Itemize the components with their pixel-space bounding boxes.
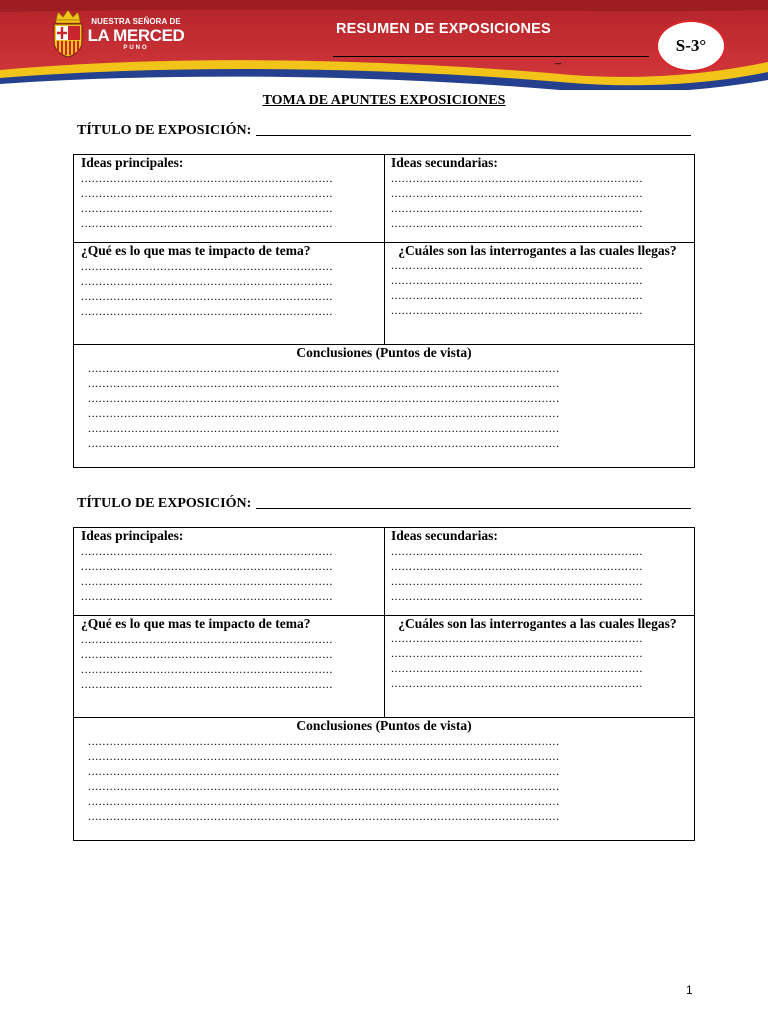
dotted-line: ......................................................................: [391, 544, 643, 558]
dotted-line: ......................................................................: [81, 289, 333, 303]
ideas-principales-cell[interactable]: [74, 155, 385, 242]
dotted-line: ......................................................................: [81, 559, 333, 573]
page-title: TOMA DE APUNTES EXPOSICIONES: [262, 93, 506, 108]
dotted-line: ......................................................................: [81, 632, 333, 646]
notes-table: [73, 527, 695, 841]
dotted-line: ......................................................................: [391, 574, 643, 588]
dotted-line: ...................................................................................................................................: [88, 391, 560, 405]
interrogantes-cell[interactable]: [385, 243, 694, 344]
ideas-row: [74, 155, 694, 243]
exposition-title-field[interactable]: [77, 496, 697, 512]
dotted-line: ......................................................................: [81, 589, 333, 603]
dotted-line: ......................................................................: [81, 186, 333, 200]
dotted-line: ......................................................................: [81, 216, 333, 230]
impacto-cell[interactable]: [74, 616, 385, 717]
conclusiones-cell[interactable]: [74, 718, 694, 840]
school-name-line2: LA MERCED: [87, 26, 185, 45]
dotted-line: ......................................................................: [81, 259, 333, 273]
ideas-principales-label: Ideas principales:: [81, 155, 184, 170]
dotted-line: ...................................................................................................................................: [88, 794, 560, 808]
ideas-secundarias-cell[interactable]: [385, 155, 694, 242]
interrogantes-label: ¿Cuáles son las interrogantes a las cuales llegas?: [398, 243, 677, 258]
dotted-line: ...................................................................................................................................: [88, 779, 560, 793]
exposition-title-blank[interactable]: [256, 508, 691, 509]
dotted-line: ......................................................................: [391, 171, 643, 185]
dotted-line: ......................................................................: [391, 258, 643, 272]
dotted-line: ...................................................................................................................................: [88, 436, 560, 450]
subtitle-dash: _: [555, 53, 562, 65]
ideas-principales-cell[interactable]: [74, 528, 385, 615]
dotted-line: ......................................................................: [81, 647, 333, 661]
dotted-line: ...................................................................................................................................: [88, 361, 560, 375]
ideas-secundarias-label: Ideas secundarias:: [391, 155, 498, 170]
dotted-line: ......................................................................: [391, 186, 643, 200]
interrogantes-cell[interactable]: [385, 616, 694, 717]
dotted-line: ......................................................................: [391, 631, 643, 645]
dotted-line: ......................................................................: [391, 216, 643, 230]
subtitle-line: [333, 56, 649, 57]
dotted-line: ......................................................................: [81, 677, 333, 691]
dotted-line: ......................................................................: [81, 544, 333, 558]
school-name-line1: NUESTRA SEÑORA DE: [91, 17, 181, 26]
conclusiones-label: Conclusiones (Puntos de vista): [296, 345, 472, 360]
impacto-cell[interactable]: [74, 243, 385, 344]
dotted-line: ......................................................................: [391, 676, 643, 690]
exposition-title-label: TÍTULO DE EXPOSICIÓN:: [77, 123, 252, 138]
page-number: 1: [686, 983, 693, 997]
dotted-line: ...................................................................................................................................: [88, 734, 560, 748]
reflection-row: [74, 243, 694, 345]
dotted-line: ......................................................................: [391, 273, 643, 287]
exposition-title-blank[interactable]: [256, 135, 691, 136]
ideas-row: [74, 528, 694, 616]
notes-table: [73, 154, 695, 468]
dotted-line: ......................................................................: [81, 574, 333, 588]
reflection-row: [74, 616, 694, 718]
ideas-secundarias-cell[interactable]: [385, 528, 694, 615]
dotted-line: ......................................................................: [81, 201, 333, 215]
dotted-line: ......................................................................: [391, 559, 643, 573]
school-city: PUNO: [123, 45, 149, 51]
dotted-line: ......................................................................: [391, 201, 643, 215]
dotted-line: ......................................................................: [81, 662, 333, 676]
dotted-line: ......................................................................: [391, 303, 643, 317]
dotted-line: ...................................................................................................................................: [88, 764, 560, 778]
dotted-line: ......................................................................: [391, 288, 643, 302]
grade-badge: S-3°: [656, 20, 726, 72]
dotted-line: ...................................................................................................................................: [88, 809, 560, 823]
header-banner: [0, 0, 768, 90]
dotted-line: ......................................................................: [81, 171, 333, 185]
conclusiones-cell[interactable]: [74, 345, 694, 467]
exposition-title-field[interactable]: [77, 123, 697, 139]
conclusiones-label: Conclusiones (Puntos de vista): [296, 718, 472, 733]
impacto-label: ¿Qué es lo que mas te impacto de tema?: [81, 243, 311, 258]
school-crest-icon: [50, 8, 86, 58]
dotted-line: ...................................................................................................................................: [88, 749, 560, 763]
dotted-line: ......................................................................: [81, 274, 333, 288]
impacto-label: ¿Qué es lo que mas te impacto de tema?: [81, 616, 311, 631]
dotted-line: ......................................................................: [81, 304, 333, 318]
dotted-line: ......................................................................: [391, 589, 643, 603]
ideas-secundarias-label: Ideas secundarias:: [391, 528, 498, 543]
dotted-line: ......................................................................: [391, 646, 643, 660]
exposition-title-label: TÍTULO DE EXPOSICIÓN:: [77, 496, 252, 511]
dotted-line: ...................................................................................................................................: [88, 376, 560, 390]
interrogantes-label: ¿Cuáles son las interrogantes a las cuales llegas?: [398, 616, 677, 631]
dotted-line: ......................................................................: [391, 661, 643, 675]
school-logo-text: [86, 18, 186, 51]
ideas-principales-label: Ideas principales:: [81, 528, 184, 543]
dotted-line: ...................................................................................................................................: [88, 406, 560, 420]
dotted-line: ...................................................................................................................................: [88, 421, 560, 435]
document-title: RESUMEN DE EXPOSICIONES: [336, 21, 551, 37]
